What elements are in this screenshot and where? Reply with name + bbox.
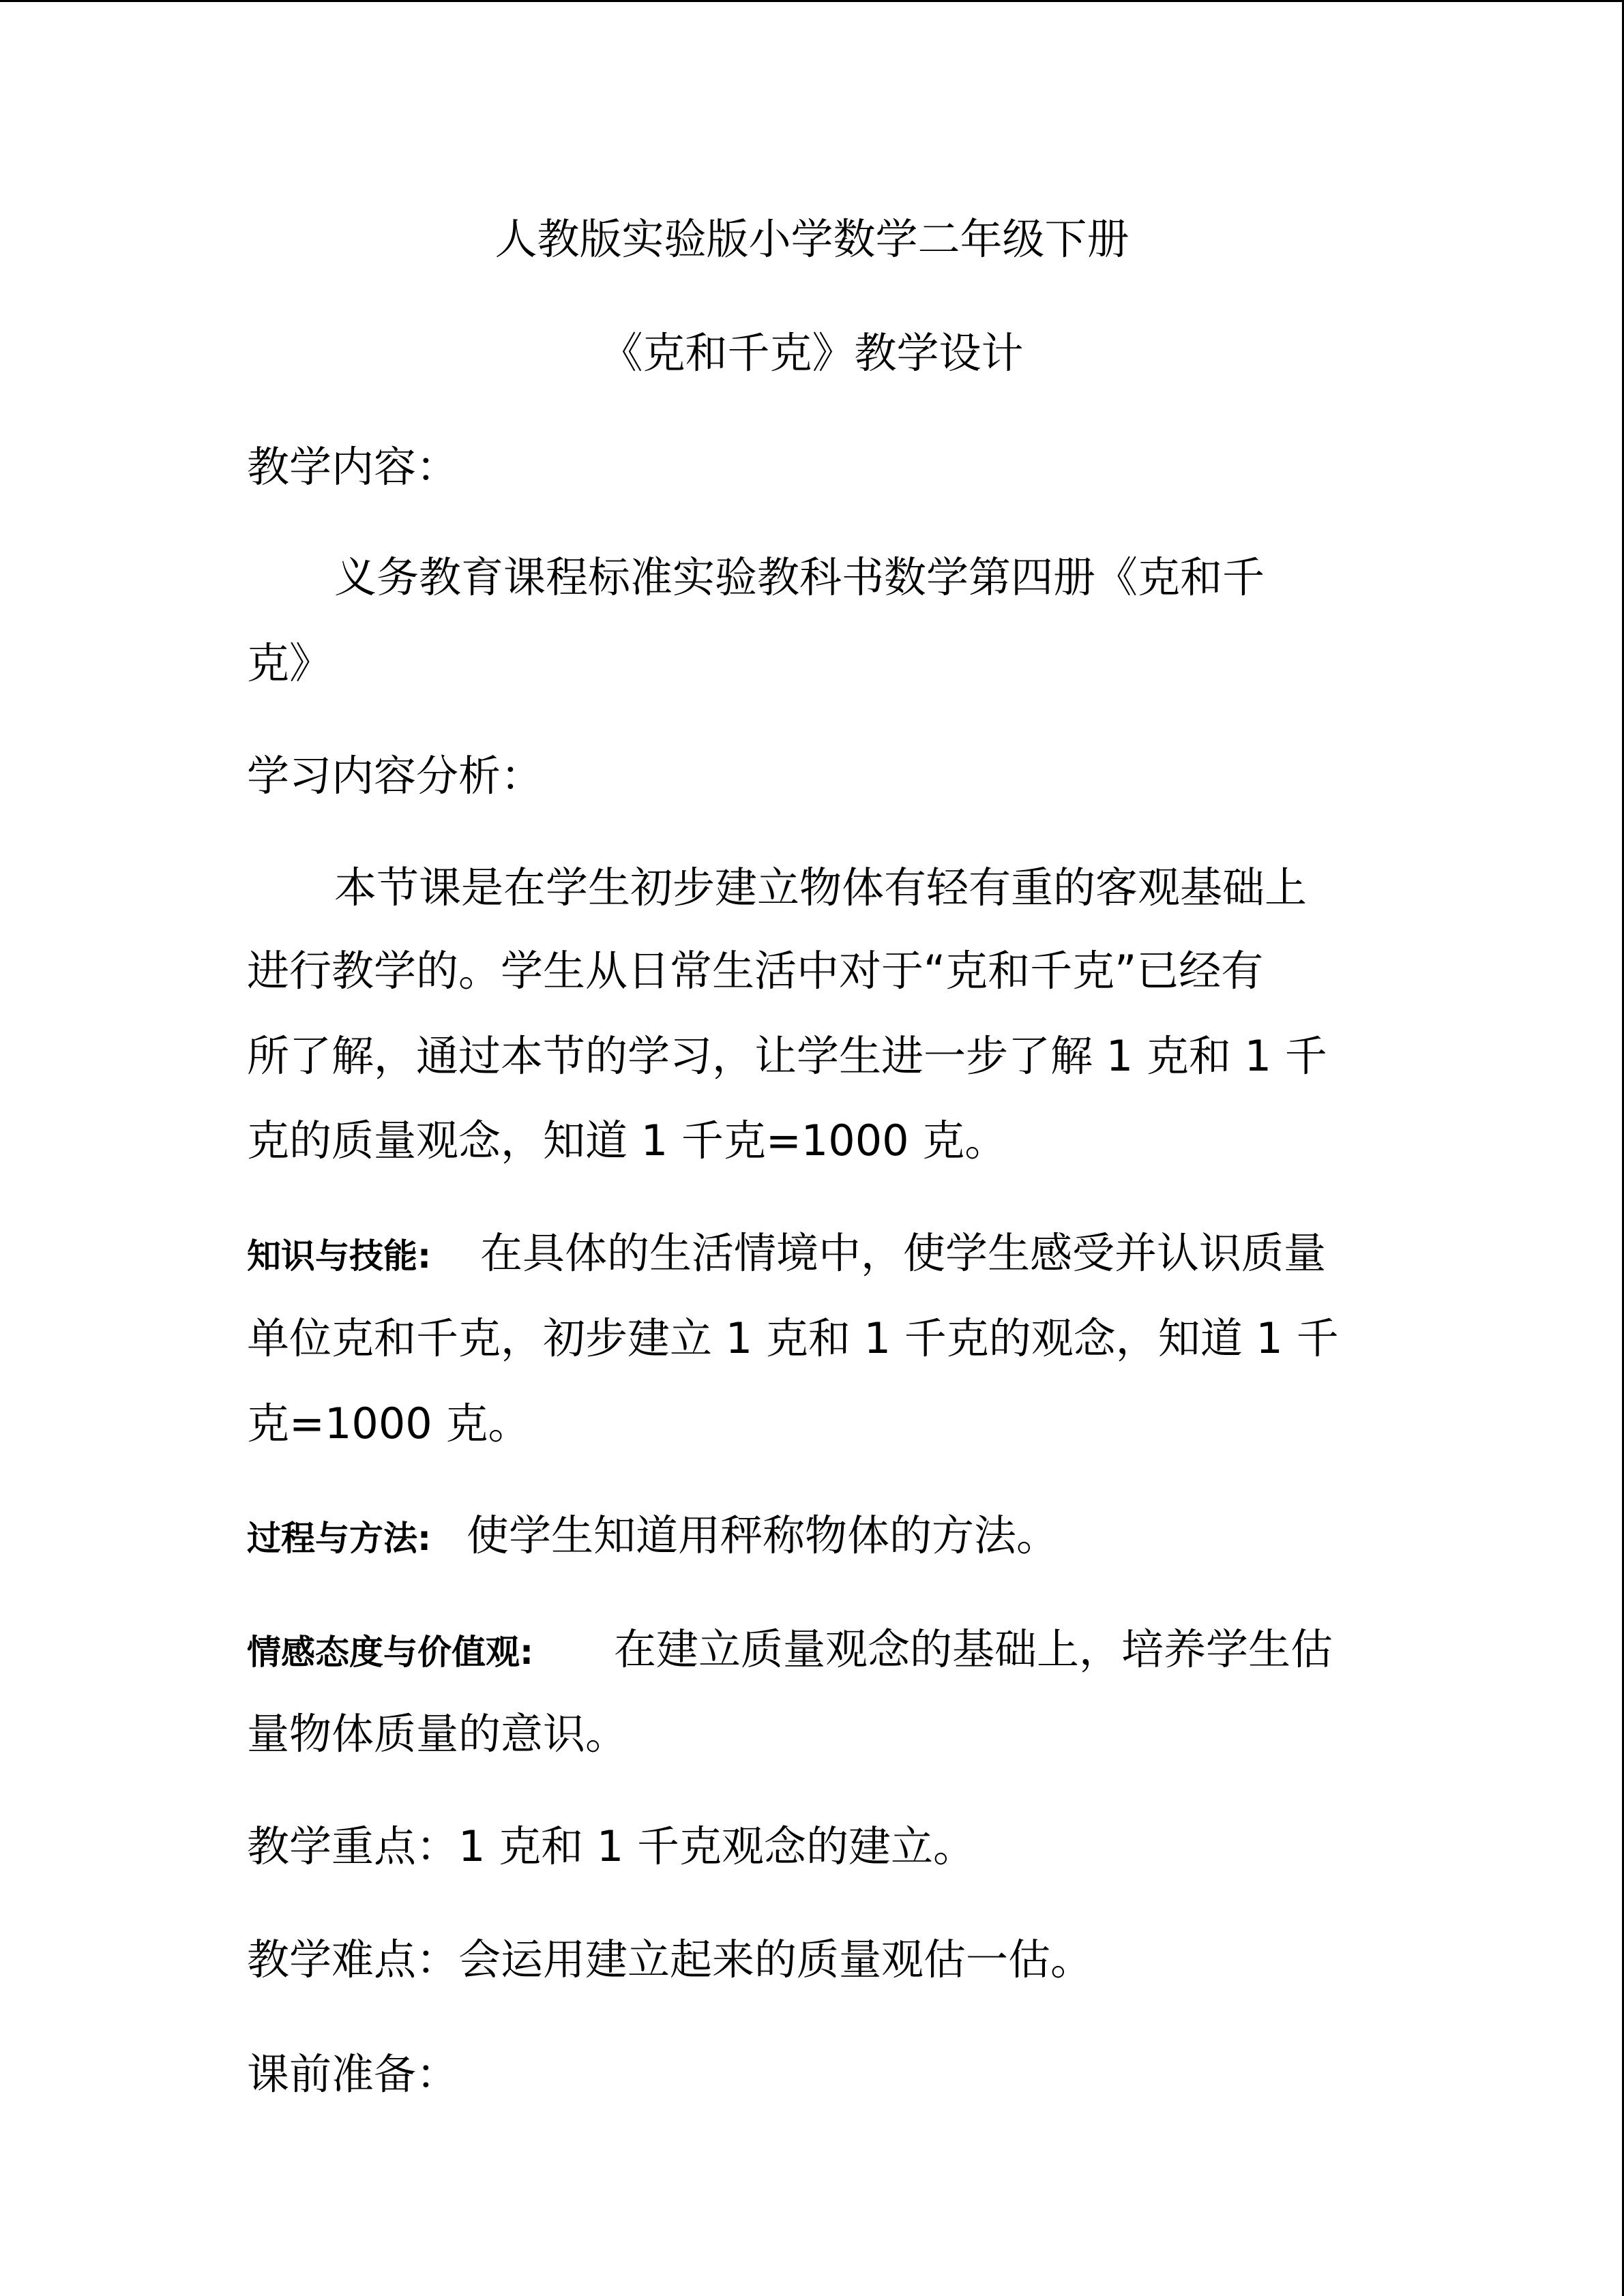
- difficulty: 教学难点：会运用建立起来的质量观估一估。: [247, 1935, 1093, 1984]
- content-analysis-line: 克的质量观念，知道 1 千克=1000 克。: [247, 1116, 1007, 1165]
- top-border: [0, 0, 1624, 2]
- process-method-row: [247, 1508, 1059, 1566]
- knowledge-skills-line: 单位克和千克，初步建立 1 克和 1 千克的观念，知道 1 千: [247, 1313, 1339, 1363]
- content-analysis-line: 本节课是在学生初步建立物体有轻有重的客观基础上: [334, 863, 1308, 912]
- teaching-content-heading: 教学内容：: [247, 442, 459, 492]
- document-title-line1: 人教版实验版小学数学二年级下册: [494, 214, 1130, 264]
- process-method-label: 过程与方法:: [247, 1519, 431, 1558]
- emotion-values-line: 量物体质量的意识。: [247, 1709, 628, 1759]
- knowledge-skills-text: 在具体的生活情境中，使学生感受并认识质量: [480, 1228, 1327, 1278]
- emotion-values-text: 在建立质量观念的基础上，培养学生估: [614, 1624, 1333, 1674]
- emotion-values-row: [247, 1622, 1333, 1680]
- emotion-values-label: 情感态度与价值观:: [247, 1632, 533, 1672]
- knowledge-skills-row: [247, 1226, 1326, 1283]
- knowledge-skills-line: 克=1000 克。: [247, 1399, 531, 1448]
- process-method-text: 使学生知道用秤称物体的方法。: [467, 1510, 1059, 1560]
- preparation-heading: 课前准备：: [247, 2049, 459, 2099]
- teaching-content-text-line1: 义务教育课程标准实验教科书数学第四册《克和千: [334, 552, 1265, 602]
- content-analysis-line: 所了解，通过本节的学习，让学生进一步了解 1 克和 1 千: [247, 1031, 1327, 1081]
- document-title-line2: 《克和千克》教学设计: [600, 328, 1024, 378]
- knowledge-skills-label: 知识与技能:: [247, 1236, 431, 1276]
- content-analysis-heading: 学习内容分析：: [247, 751, 544, 801]
- teaching-content-text-line2: 克》: [247, 638, 332, 688]
- key-point: 教学重点：1 克和 1 千克观念的建立。: [247, 1821, 976, 1871]
- content-analysis-line: 进行教学的。学生从日常生活中对于“克和千克”已经有: [247, 946, 1264, 996]
